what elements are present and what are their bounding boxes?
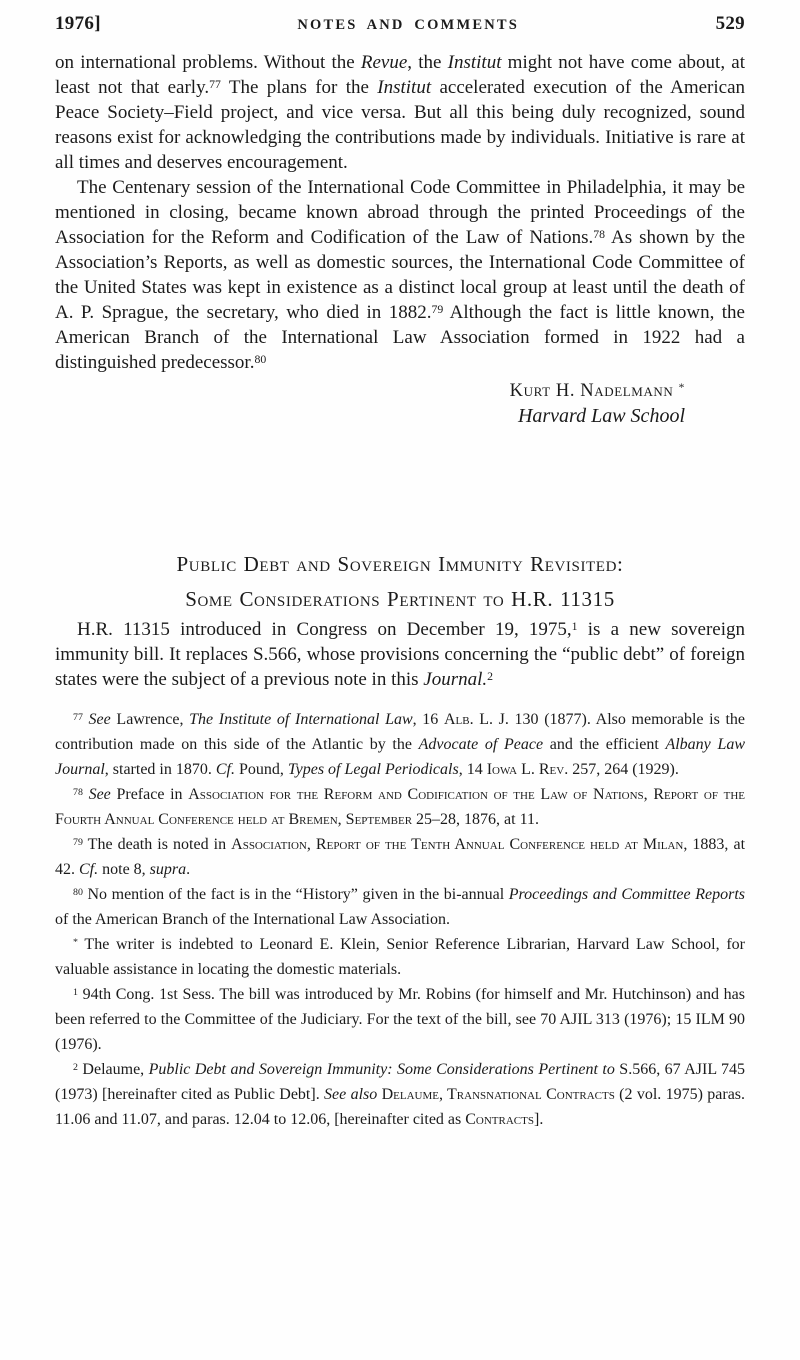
page-header (0, 0, 800, 35)
footnote-star: * The writer is indebted to Leonard E. Klein, Senior Reference Librarian, Harvard Law School, for valuable assistance in locating the domestic materials. (55, 936, 745, 978)
footnote-79: $^{79}$ The death is noted in Association, Report of the Tenth Annual Conference held at Milan, 1883, at 42. Cf. note 8, supra. (55, 836, 746, 878)
header-running-title: NOTES AND COMMENTS (297, 17, 520, 33)
footnote-77: $^{77}$ See Lawrence, The Institute of International Law, 16 Alb. L. J. 130 (1877). Also memorable is the contribution made on this side of the Atlantic by the Advocate of Peace and the efficient Albany Law Journal, started in 1870. Cf. Pound, Types of Legal Periodicals, 14 Iowa L. Rev. 257, 264 (1929). (55, 711, 746, 778)
article-title (55, 547, 745, 617)
footnotes-section (55, 707, 745, 1132)
paragraph-continuation: on international problems. Without the Revue, the Institut might not have come about, at least not that early.$^{77}$ The plans for the Institut accelerated execution of the American Peace Society–Field project, and vice versa. But all this being duly recognized, sound reasons exist for acknowledging the contributions made by individuals. Initiative is rare at all times and deserves encouragement. (55, 52, 745, 173)
article-title-line-1: Public Debt and Sovereign Immunity Revisited: (176, 552, 624, 576)
footnote-78: $^{78}$ See Preface in Association for the Reform and Codification of the Law of Nations, Report of the Fourth Annual Conference held at Bremen, September 25–28, 1876, at 11. (55, 786, 746, 828)
page-content (0, 50, 800, 1132)
attribution-author: Kurt H. Nadelmann * (509, 381, 685, 401)
footnote-2: $^2$ Delaume, Public Debt and Sovereign Immunity: Some Considerations Pertinent to S.566, 67 AJIL 745 (1973) [hereinafter cited as Public Debt]. See also Delaume, Transnational Contracts (2 vol. 1975) paras. 11.06 and 11.07, and paras. 12.04 to 12.06, [hereinafter cited as Contracts]. (55, 1061, 746, 1128)
footnote-1: $^1$ 94th Cong. 1st Sess. The bill was introduced by Mr. Robins (for himself and Mr. Hutchinson) and has been referred to the Committee of the Judiciary. For the text of the bill, see 70 AJIL 313 (1976); 15 ILM 90 (1976). (55, 986, 745, 1053)
article-title-line-2: Some Considerations Pertinent to H.R. 11315 (185, 587, 615, 611)
intro-paragraph: H.R. 11315 introduced in Congress on December 19, 1975,$^1$ is a new sovereign immunity bill. It replaces S.566, whose provisions concerning the “public debt” of foreign states were the subject of a previous note in this Journal.$^2$ (55, 619, 745, 690)
footnote-80: $^{80}$ No mention of the fact is in the “History” given in the bi-annual Proceedings and Committee Reports of the American Branch of the International Law Association. (55, 886, 745, 928)
paragraph-centenary: The Centenary session of the International Code Committee in Philadelphia, it may be mentioned in closing, became known abroad through the printed Proceedings of the Association for the Reform and Codification of the Law of Nations.$^{78}$ As shown by the Association’s Reports, as well as domestic sources, the International Code Committee of the United States was kept in existence as a distinct local group at least until the death of A. P. Sprague, the secretary, who died in 1882.79 Although the fact is little known, the American Branch of the International Law Association formed in 1922 had a distinguished predecessor.$^{80}$ (55, 177, 745, 373)
header-page-number: 529 (715, 13, 745, 34)
header-year: 1976] (55, 13, 101, 34)
attribution (55, 381, 745, 431)
attribution-school: Harvard Law School (517, 405, 685, 427)
